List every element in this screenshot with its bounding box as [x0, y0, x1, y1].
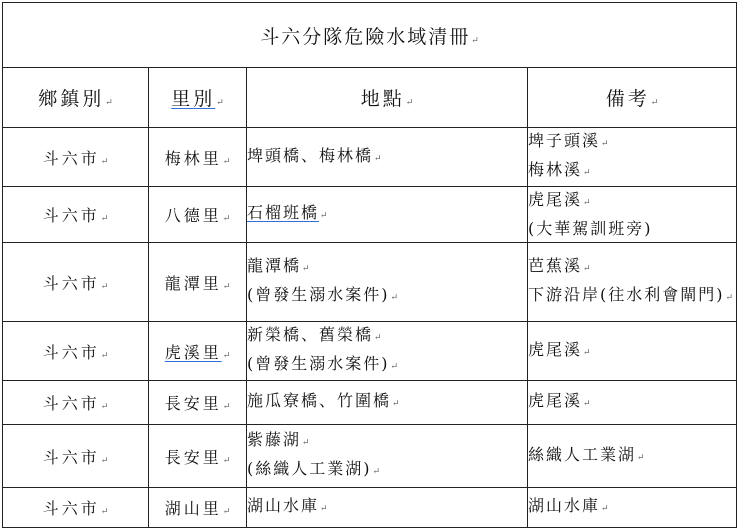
cell-village: 長安里↵: [149, 381, 247, 425]
cell-township: 斗六市↵: [3, 243, 149, 322]
title-row: [3, 3, 737, 68]
header-township: 鄉鎮別↵: [3, 68, 149, 128]
header-location: 地點↵: [247, 68, 528, 128]
cell-township: 斗六市↵: [3, 381, 149, 425]
table-row: [3, 243, 737, 322]
cell-village: 長安里↵: [149, 425, 247, 488]
table-row: [3, 187, 737, 243]
table-title: 斗六分隊危險水域清冊: [260, 25, 471, 48]
paragraph-mark: ↵: [471, 35, 479, 46]
cell-village: 湖山里↵: [149, 488, 247, 528]
table-row: [3, 488, 737, 528]
table-row: [3, 322, 737, 381]
header-village: 里別↵: [149, 68, 247, 128]
cell-village: 梅林里↵: [149, 128, 247, 187]
cell-township: 斗六市↵: [3, 322, 149, 381]
cell-remarks: 虎尾溪↵ (大華駕訓班旁): [528, 187, 737, 243]
header-row: [3, 68, 737, 128]
table-row: [3, 381, 737, 425]
cell-remarks: 絲織人工業湖↵: [528, 425, 737, 488]
cell-remarks: 芭蕉溪↵ 下游沿岸(往水利會閘門)↵: [528, 243, 737, 322]
table-row: [3, 425, 737, 488]
cell-remarks: 湖山水庫↵: [528, 488, 737, 528]
waters-table: [2, 2, 737, 528]
cell-location: 湖山水庫↵: [247, 488, 528, 528]
cell-village: 八德里↵: [149, 187, 247, 243]
cell-location: 紫藤湖↵ (絲織人工業湖)↵: [247, 425, 528, 488]
cell-remarks: 埤子頭溪↵ 梅林溪↵: [528, 128, 737, 187]
cell-township: 斗六市↵: [3, 187, 149, 243]
cell-location: 新榮橋、舊榮橋↵ (曾發生溺水案件)↵: [247, 322, 528, 381]
cell-township: 斗六市↵: [3, 425, 149, 488]
cell-location: 龍潭橋↵ (曾發生溺水案件)↵: [247, 243, 528, 322]
cell-remarks: 虎尾溪↵: [528, 322, 737, 381]
cell-location: 施瓜寮橋、竹圍橋↵: [247, 381, 528, 425]
cell-village: 虎溪里↵: [149, 322, 247, 381]
cell-village: 龍潭里↵: [149, 243, 247, 322]
table-row: [3, 128, 737, 187]
table-title-cell: [3, 3, 737, 68]
cell-remarks: 虎尾溪↵: [528, 381, 737, 425]
cell-township: 斗六市↵: [3, 488, 149, 528]
cell-location: 石榴班橋↵: [247, 187, 528, 243]
cell-location: 埤頭橋、梅林橋↵: [247, 128, 528, 187]
header-remarks: 備考↵: [528, 68, 737, 128]
cell-township: 斗六市↵: [3, 128, 149, 187]
